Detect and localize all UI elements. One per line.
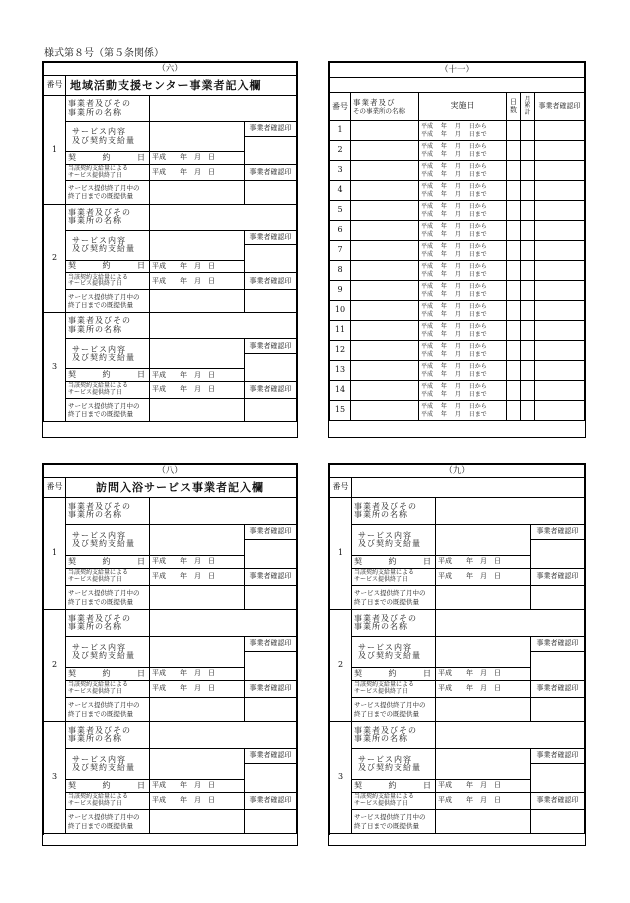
service-label: サービス内容 及び契約支給量	[66, 339, 150, 369]
contract-label: 契 約 日	[66, 556, 150, 569]
business-cell	[351, 381, 419, 401]
business-cell	[351, 201, 419, 221]
business-label: 事業者及びその 事業所の名称	[66, 204, 150, 230]
used-label: サービス提供終了月中の 終了日までの既提供量	[352, 698, 436, 722]
row-number: 15	[330, 401, 351, 421]
confirm-label: 事業者確認印	[530, 681, 584, 698]
confirm-cell	[535, 121, 585, 141]
confirm-cell	[535, 201, 585, 221]
cum-cell	[521, 161, 535, 181]
confirm-label: 事業者確認印	[530, 525, 584, 540]
end-date: 平成 年 月 日	[436, 793, 531, 810]
contract-label: 契 約 日	[66, 780, 150, 793]
impl-row	[330, 401, 585, 421]
used-value	[436, 586, 531, 610]
end-label: 当該契約支給量による サービス提供終了日	[66, 793, 150, 810]
confirm-cell	[535, 261, 585, 281]
confirm-label: 事業者確認印	[244, 681, 296, 698]
entry-number: 1	[44, 96, 66, 205]
business-label: 事業者及びその 事業所の名称	[66, 722, 150, 749]
service-label: サービス内容 及び契約支給量	[66, 637, 150, 668]
days-cell	[507, 261, 521, 281]
row-number: 9	[330, 281, 351, 301]
confirm-label: 事業者確認印	[244, 749, 296, 764]
used-value	[436, 810, 531, 834]
stamp-area	[244, 181, 296, 204]
impl-date: 平成 年 月 日から 平成 年 月 日まで	[419, 401, 507, 421]
confirm-cell	[535, 181, 585, 201]
days-cell	[507, 221, 521, 241]
panel-9-table	[329, 464, 585, 834]
service-value	[150, 122, 245, 152]
contract-label: 契 約 日	[352, 556, 436, 569]
entry-number: 3	[44, 722, 66, 834]
days-cell	[507, 201, 521, 221]
row-number: 2	[330, 141, 351, 161]
service-value	[150, 525, 245, 556]
days-cell	[507, 161, 521, 181]
end-label: 当該契約支給量による サービス提供終了日	[66, 273, 150, 289]
used-value	[150, 398, 245, 421]
end-date: 平成 年 月 日	[150, 273, 245, 289]
used-value	[436, 698, 531, 722]
used-label: サービス提供終了月中の 終了日までの既提供量	[66, 289, 150, 312]
service-value	[150, 230, 245, 260]
business-value	[150, 204, 297, 230]
business-label: 事業者及びその 事業所の名称	[66, 610, 150, 637]
stamp-area	[530, 698, 584, 722]
contract-date: 平成 年 月 日	[436, 668, 531, 681]
contract-date: 平成 年 月 日	[150, 260, 245, 273]
panel-6-table	[43, 62, 297, 422]
used-label: サービス提供終了月中の 終了日までの既提供量	[352, 586, 436, 610]
impl-date: 平成 年 月 日から 平成 年 月 日まで	[419, 261, 507, 281]
service-value	[436, 637, 531, 668]
business-cell	[351, 341, 419, 361]
days-cell	[507, 381, 521, 401]
confirm-label: 事業者確認印	[244, 793, 296, 810]
stamp-area	[244, 764, 296, 793]
impl-date: 平成 年 月 日から 平成 年 月 日まで	[419, 361, 507, 381]
impl-row	[330, 381, 585, 401]
confirm-label: 事業者確認印	[244, 273, 296, 289]
service-value	[436, 749, 531, 780]
panel-title: 地域活動支援センター事業者記入欄	[66, 76, 297, 96]
business-cell	[351, 301, 419, 321]
panel-label: （十一）	[330, 63, 585, 78]
cum-cell	[521, 301, 535, 321]
days-cell	[507, 281, 521, 301]
title-blank	[352, 478, 585, 498]
used-value	[150, 181, 245, 204]
service-label: サービス内容 及び契約支給量	[66, 525, 150, 556]
end-label: 当該契約支給量による サービス提供終了日	[352, 793, 436, 810]
days-cell	[507, 341, 521, 361]
impl-date: 平成 年 月 日から 平成 年 月 日まで	[419, 201, 507, 221]
impl-row	[330, 281, 585, 301]
days-cell	[507, 141, 521, 161]
end-label: 当該契約支給量による サービス提供終了日	[352, 569, 436, 586]
business-value	[150, 610, 297, 637]
used-value	[150, 289, 245, 312]
end-label: 当該契約支給量による サービス提供終了日	[66, 681, 150, 698]
stamp-area	[244, 289, 296, 312]
used-label: サービス提供終了月中の 終了日までの既提供量	[66, 586, 150, 610]
entry-number: 1	[330, 498, 352, 610]
end-label: 当該契約支給量による サービス提供終了日	[66, 164, 150, 180]
row-number: 6	[330, 221, 351, 241]
service-value	[150, 749, 245, 780]
stamp-area	[530, 764, 584, 793]
impl-row	[330, 201, 585, 221]
cum-cell	[521, 141, 535, 161]
confirm-cell	[535, 321, 585, 341]
row-number: 5	[330, 201, 351, 221]
confirm-cell	[535, 301, 585, 321]
used-value	[150, 586, 245, 610]
service-label: サービス内容 及び契約支給量	[352, 525, 436, 556]
stamp-area	[244, 810, 296, 834]
cum-cell	[521, 121, 535, 141]
impl-date: 平成 年 月 日から 平成 年 月 日まで	[419, 141, 507, 161]
impl-date: 平成 年 月 日から 平成 年 月 日まで	[419, 121, 507, 141]
contract-label: 契 約 日	[66, 369, 150, 382]
end-label: 当該契約支給量による サービス提供終了日	[66, 382, 150, 398]
end-date: 平成 年 月 日	[150, 569, 245, 586]
business-cell	[351, 181, 419, 201]
stamp-area	[530, 652, 584, 681]
business-cell	[351, 121, 419, 141]
service-label: サービス内容 及び契約支給量	[352, 637, 436, 668]
business-cell	[351, 321, 419, 341]
entry-block	[44, 498, 297, 834]
confirm-label: 事業者確認印	[530, 793, 584, 810]
business-cell	[351, 221, 419, 241]
confirm-cell	[535, 401, 585, 421]
cum-cell	[521, 381, 535, 401]
stamp-area	[244, 586, 296, 610]
confirm-label: 事業者確認印	[530, 569, 584, 586]
service-value	[150, 637, 245, 668]
service-value	[150, 339, 245, 369]
used-label: サービス提供終了月中の 終了日までの既提供量	[66, 810, 150, 834]
used-value	[150, 698, 245, 722]
cum-cell	[521, 181, 535, 201]
impl-date: 平成 年 月 日から 平成 年 月 日まで	[419, 181, 507, 201]
panel-8-table	[43, 464, 297, 834]
end-label: 当該契約支給量による サービス提供終了日	[352, 681, 436, 698]
days-cell	[507, 121, 521, 141]
impl-date: 平成 年 月 日から 平成 年 月 日まで	[419, 381, 507, 401]
service-label: サービス内容 及び契約支給量	[66, 230, 150, 260]
row-number: 13	[330, 361, 351, 381]
cum-cell	[521, 321, 535, 341]
entry-block	[330, 498, 585, 834]
business-label: 事業者及びその 事業所の名称	[352, 498, 436, 525]
business-label: 事業者及びその 事業所の名称	[66, 313, 150, 339]
row-number: 1	[330, 121, 351, 141]
col-confirm: 事業者確認印	[535, 93, 585, 121]
stamp-area	[530, 810, 584, 834]
impl-row	[330, 241, 585, 261]
impl-date: 平成 年 月 日から 平成 年 月 日まで	[419, 281, 507, 301]
contract-label: 契 約 日	[66, 260, 150, 273]
row-number: 10	[330, 301, 351, 321]
impl-date: 平成 年 月 日から 平成 年 月 日まで	[419, 161, 507, 181]
num-header: 番号	[44, 76, 66, 96]
stamp-area	[244, 398, 296, 421]
entry-number: 2	[44, 204, 66, 313]
impl-row	[330, 261, 585, 281]
business-cell	[351, 401, 419, 421]
end-date: 平成 年 月 日	[150, 382, 245, 398]
stamp-area	[530, 586, 584, 610]
confirm-label: 事業者確認印	[244, 382, 296, 398]
days-cell	[507, 401, 521, 421]
cum-cell	[521, 401, 535, 421]
contract-date: 平成 年 月 日	[150, 369, 245, 382]
panel-11	[328, 61, 586, 438]
impl-date: 平成 年 月 日から 平成 年 月 日まで	[419, 301, 507, 321]
service-label: サービス内容 及び契約支給量	[66, 122, 150, 152]
col-impl: 実施日	[419, 93, 507, 121]
cum-cell	[521, 201, 535, 221]
entry-number: 2	[44, 610, 66, 722]
confirm-label: 事業者確認印	[244, 569, 296, 586]
confirm-label: 事業者確認印	[244, 637, 296, 652]
row-number: 12	[330, 341, 351, 361]
days-cell	[507, 181, 521, 201]
impl-row	[330, 361, 585, 381]
confirm-label: 事業者確認印	[244, 339, 296, 354]
business-label: 事業者及びその 事業所の名称	[66, 498, 150, 525]
end-date: 平成 年 月 日	[436, 681, 531, 698]
used-label: サービス提供終了月中の 終了日までの既提供量	[352, 810, 436, 834]
end-label: 当該契約支給量による サービス提供終了日	[66, 569, 150, 586]
entry-number: 1	[44, 498, 66, 610]
panel-6	[42, 61, 298, 438]
impl-row	[330, 341, 585, 361]
confirm-cell	[535, 241, 585, 261]
contract-label: 契 約 日	[66, 152, 150, 165]
entry-block	[44, 96, 297, 422]
impl-rows	[330, 121, 585, 421]
row-number: 14	[330, 381, 351, 401]
impl-date: 平成 年 月 日から 平成 年 月 日まで	[419, 321, 507, 341]
business-cell	[351, 361, 419, 381]
impl-date: 平成 年 月 日から 平成 年 月 日まで	[419, 241, 507, 261]
impl-row	[330, 181, 585, 201]
entry-number: 3	[330, 722, 352, 834]
stamp-area	[244, 540, 296, 569]
stamp-area	[244, 136, 296, 164]
cum-cell	[521, 361, 535, 381]
days-cell	[507, 301, 521, 321]
confirm-cell	[535, 161, 585, 181]
confirm-label: 事業者確認印	[530, 637, 584, 652]
cum-cell	[521, 281, 535, 301]
business-value	[150, 96, 297, 122]
business-value	[150, 313, 297, 339]
cum-cell	[521, 221, 535, 241]
used-label: サービス提供終了月中の 終了日までの既提供量	[66, 181, 150, 204]
business-cell	[351, 161, 419, 181]
form-header: 様式第８号（第５条関係）	[44, 48, 164, 59]
num-header: 番号	[330, 478, 352, 498]
contract-label: 契 約 日	[352, 668, 436, 681]
days-cell	[507, 361, 521, 381]
row-number: 8	[330, 261, 351, 281]
used-value	[150, 810, 245, 834]
entry-number: 3	[44, 313, 66, 422]
confirm-cell	[535, 381, 585, 401]
confirm-cell	[535, 361, 585, 381]
contract-date: 平成 年 月 日	[150, 152, 245, 165]
confirm-cell	[535, 281, 585, 301]
row-number: 4	[330, 181, 351, 201]
business-label: 事業者及びその 事業所の名称	[66, 96, 150, 122]
contract-date: 平成 年 月 日	[150, 780, 245, 793]
panel-9	[328, 463, 586, 846]
confirm-cell	[535, 341, 585, 361]
business-value	[436, 722, 585, 749]
confirm-label: 事業者確認印	[244, 122, 296, 137]
blank-row	[330, 78, 585, 93]
business-value	[150, 498, 297, 525]
panel-label: （九）	[330, 465, 585, 478]
end-date: 平成 年 月 日	[150, 164, 245, 180]
impl-row	[330, 141, 585, 161]
service-value	[436, 525, 531, 556]
panel-label: （六）	[44, 63, 297, 76]
impl-row	[330, 161, 585, 181]
days-cell	[507, 321, 521, 341]
contract-date: 平成 年 月 日	[150, 668, 245, 681]
impl-row	[330, 221, 585, 241]
impl-row	[330, 121, 585, 141]
used-label: サービス提供終了月中の 終了日までの既提供量	[66, 698, 150, 722]
business-value	[436, 498, 585, 525]
business-label: 事業者及びその 事業所の名称	[352, 610, 436, 637]
end-date: 平成 年 月 日	[436, 569, 531, 586]
contract-label: 契 約 日	[66, 668, 150, 681]
panel-8	[42, 463, 298, 846]
row-number: 3	[330, 161, 351, 181]
cum-cell	[521, 261, 535, 281]
business-cell	[351, 141, 419, 161]
stamp-area	[244, 245, 296, 273]
col-num: 番号	[330, 93, 351, 121]
used-label: サービス提供終了月中の 終了日までの既提供量	[66, 398, 150, 421]
business-value	[150, 722, 297, 749]
confirm-label: 事業者確認印	[244, 230, 296, 245]
stamp-area	[244, 698, 296, 722]
panel-11-table	[329, 62, 585, 421]
row-number: 11	[330, 321, 351, 341]
days-cell	[507, 241, 521, 261]
end-date: 平成 年 月 日	[150, 793, 245, 810]
confirm-cell	[535, 141, 585, 161]
panel-title: 訪問入浴サービス事業者記入欄	[66, 478, 297, 498]
contract-label: 契 約 日	[352, 780, 436, 793]
service-label: サービス内容 及び契約支給量	[352, 749, 436, 780]
confirm-label: 事業者確認印	[530, 749, 584, 764]
stamp-area	[244, 353, 296, 381]
impl-date: 平成 年 月 日から 平成 年 月 日まで	[419, 341, 507, 361]
col-business: 事業者及び その事業所の名称	[351, 93, 419, 121]
impl-row	[330, 321, 585, 341]
end-date: 平成 年 月 日	[150, 681, 245, 698]
business-cell	[351, 281, 419, 301]
confirm-cell	[535, 221, 585, 241]
cum-cell	[521, 341, 535, 361]
confirm-label: 事業者確認印	[244, 164, 296, 180]
business-label: 事業者及びその 事業所の名称	[352, 722, 436, 749]
panel-label: （八）	[44, 465, 297, 478]
business-value	[436, 610, 585, 637]
business-cell	[351, 241, 419, 261]
contract-date: 平成 年 月 日	[150, 556, 245, 569]
cum-cell	[521, 241, 535, 261]
num-header: 番号	[44, 478, 66, 498]
stamp-area	[244, 652, 296, 681]
col-days: 日数	[507, 93, 521, 121]
row-number: 7	[330, 241, 351, 261]
contract-date: 平成 年 月 日	[436, 556, 531, 569]
contract-date: 平成 年 月 日	[436, 780, 531, 793]
impl-row	[330, 301, 585, 321]
entry-number: 2	[330, 610, 352, 722]
service-label: サービス内容 及び契約支給量	[66, 749, 150, 780]
confirm-label: 事業者確認印	[244, 525, 296, 540]
impl-date: 平成 年 月 日から 平成 年 月 日まで	[419, 221, 507, 241]
col-cum: 月累計	[521, 93, 535, 121]
business-cell	[351, 261, 419, 281]
stamp-area	[530, 540, 584, 569]
